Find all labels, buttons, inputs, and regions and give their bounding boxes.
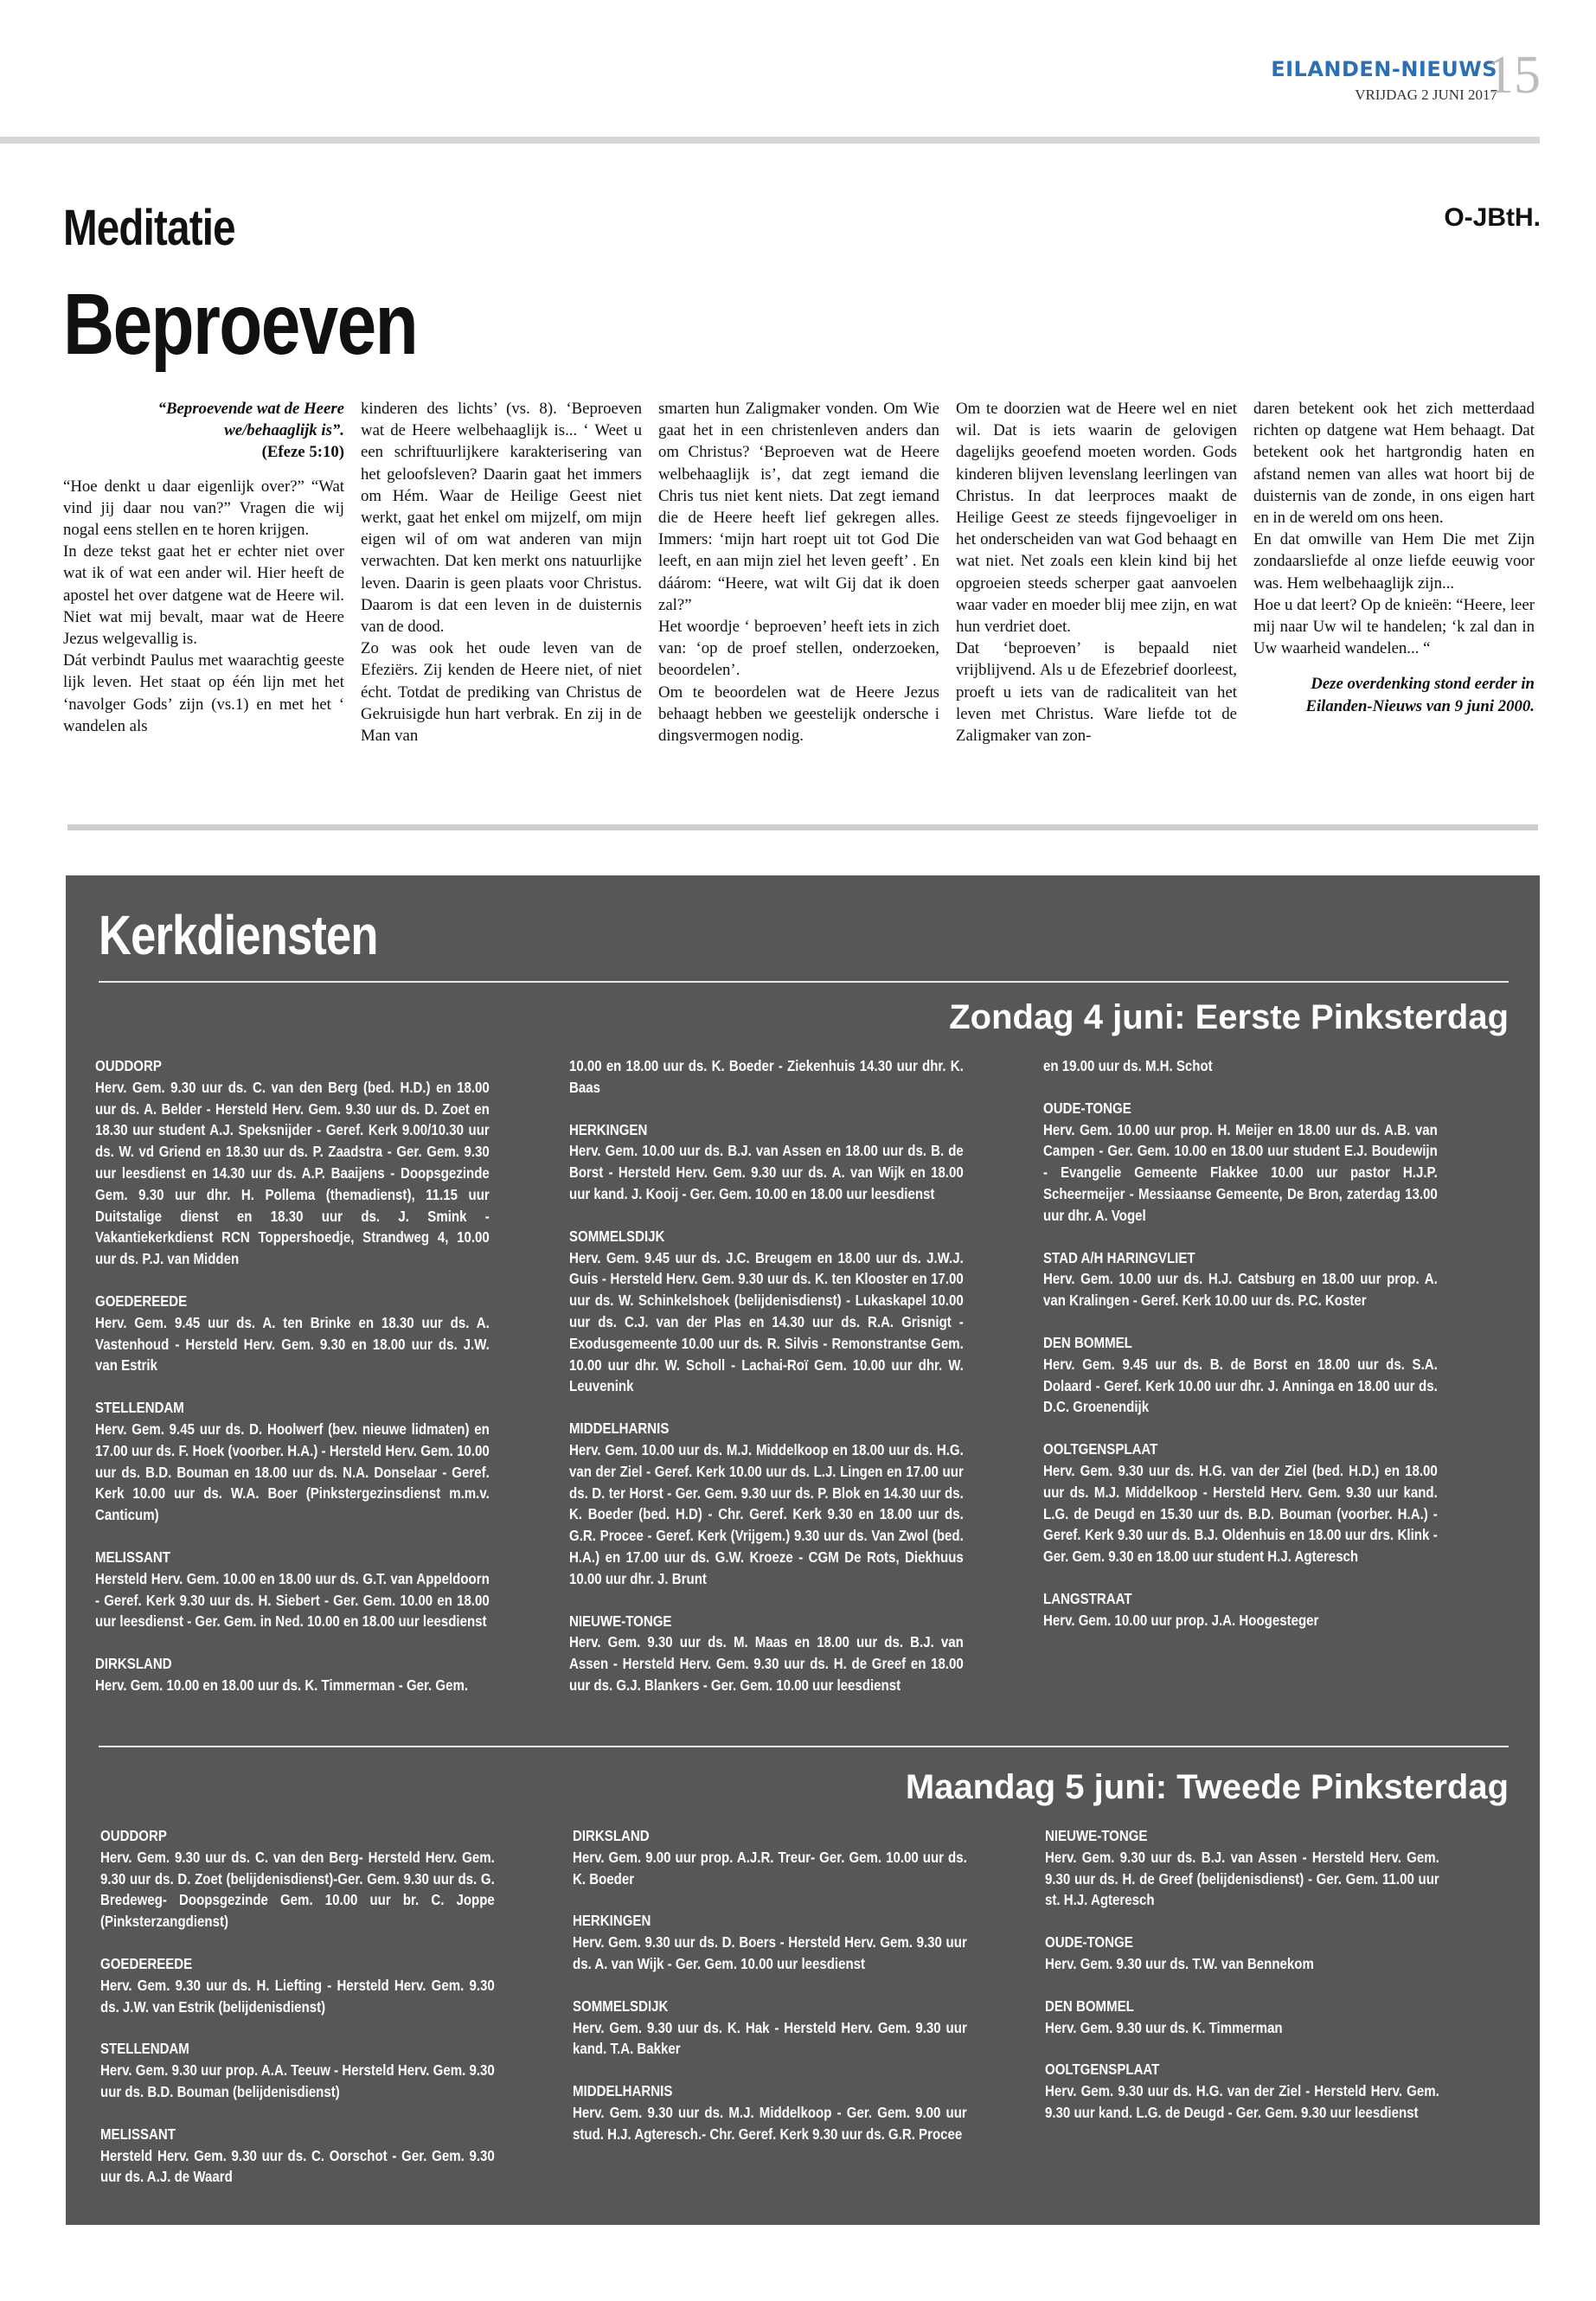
place-name: LANGSTRAAT: [1043, 1589, 1132, 1607]
service-text: en 19.00 uur ds. M.H. Schot: [1043, 1057, 1213, 1074]
monday-heading: Maandag 5 juni: Tweede Pinksterdag: [905, 1768, 1509, 1806]
issue-date: VRIJDAG 2 JUNI 2017: [1355, 87, 1497, 103]
service-text: Herv. Gem. 9.30 uur ds. C. van den Berg- Hersteld Herv. Gem. 9.30 uur ds. D. Zoet (belijdenisdienst)-Ger. Gem. 9.30 uur ds. G. Bredeweg- Doopsgezinde Gem. 10.00 uur br. C. Joppe (Pinksterzangdienst): [100, 1848, 495, 1931]
paragraph: kinderen des lichts’ (vs. 8). ‘Beproeven wat de Heere welbehaaglijk is... ‘ Weet u een schriftuurlijkere karakterisering van het geloofsleven? Daarin gaat het immers om Hém. Waar de Heilige Geest niet werkt, gaat het enkel om mijzelf, om mijn eigen wil of om wat anderen van mijn verwachten. Dat ken merkt ons natuurlijke leven. Daarin is geen plaats voor Christus. Daarom is dat een leven in de duisternis van de dood.: [361, 400, 642, 637]
place-name: OUDDORP: [95, 1057, 162, 1074]
place-name: GOEDEREEDE: [95, 1292, 188, 1310]
place-name: MELISSANT: [100, 2125, 176, 2143]
service-text: 10.00 en 18.00 uur ds. K. Boeder - Ziekenhuis 14.30 uur dhr. K. Baas: [569, 1057, 964, 1096]
place-name: OUDDORP: [100, 1827, 167, 1844]
service-text: Herv. Gem. 9.30 uur ds. B.J. van Assen - Hersteld Herv. Gem. 9.30 uur ds. H. de Greef (belijdenisdienst) - Ger. Gem. 11.00 uur st. H.J. Agteresch: [1045, 1848, 1439, 1909]
place-name: HERKINGEN: [569, 1120, 648, 1138]
sunday-heading: Zondag 4 juni: Eerste Pinksterdag: [949, 998, 1509, 1036]
service-text: Herv. Gem. 9.30 uur ds. M. Maas en 18.00 uur ds. B.J. van Assen - Hersteld Herv. Gem. 9.30 uur ds. H. de Greef en 18.00 uur ds. G.J. Blankers - Ger. Gem. 10.00 uur leesdienst: [569, 1633, 964, 1694]
place-name: MIDDELHARNIS: [569, 1420, 670, 1438]
place-name: GOEDEREEDE: [100, 1954, 193, 1972]
place-name: OUDE-TONGE: [1043, 1099, 1131, 1117]
paragraph: Hoe u dat leert? Op de knieën: “Heere, leer mij naar Uw wil te handelen; ‘k zal dan in Uw waarheid wandelen... “: [1253, 595, 1535, 658]
service-text: Herv. Gem. 9.30 uur ds. H.G. van der Ziel (bed. H.D.) en 18.00 uur ds. M.J. Middelkoop - Hersteld Herv. Gem. 9.30 uur kand. L.G. de Deugd en 15.30 uur ds. B.D. Bouman (voorber. H.A.) - Geref. Kerk 9.30 uur ds. B.J. Oldenhuis en 18.00 uur drs. Klink - Ger. Gem. 9.30 en 18.00 uur student H.J. Agteresch: [1043, 1461, 1438, 1566]
service-text: Herv. Gem. 10.00 uur ds. B.J. van Assen en 18.00 uur ds. B. de Borst - Hersteld Herv. Gem. 9.30 uur ds. A. van Wijk en 18.00 uur kand. J. Kooij - Ger. Gem. 10.00 en 18.00 uur leesdienst: [569, 1142, 964, 1202]
place-name: OOLTGENSPLAAT: [1045, 2061, 1160, 2079]
service-text: Hersteld Herv. Gem. 9.30 uur ds. C. Oorschot - Ger. Gem. 9.30 uur ds. A.J. de Waard: [100, 2146, 495, 2186]
service-text: Herv. Gem. 10.00 en 18.00 uur ds. K. Timmerman - Ger. Gem.: [95, 1676, 469, 1694]
place-name: NIEUWE-TONGE: [1045, 1827, 1148, 1844]
article-column-2: [361, 398, 642, 747]
brand-logo: EILANDEN-NIEUWS: [1271, 57, 1497, 81]
paragraph: smarten hun Zaligmaker vonden. Om Wie gaat het in een christenleven anders dan om Christus? ‘Beproeven wat de Heere welbehaaglijk is’, dat zegt iemand die Chris tus niet kent niets. Dat zegt iemand die de Heere heeft lief gekregen alles. Immers: ‘mijn hart roept uit tot God Die leeft, en aan mijn ziel het leven geeft’ . En dáárom: “Heere, wat wilt Gij dat ik doen zal?”: [658, 400, 939, 614]
service-text: Hersteld Herv. Gem. 10.00 en 18.00 uur ds. G.T. van Appeldoorn - Geref. Kerk 9.30 uur ds. H. Siebert - Ger. Gem. 10.00 en 18.00 uur leesdienst - Ger. Gem. in Ned. 10.00 en 18.00 uur leesdienst: [95, 1569, 490, 1631]
article-column-5: [1253, 398, 1535, 717]
place-name: DIRKSLAND: [573, 1827, 650, 1844]
sunday-column-1: [95, 1055, 490, 1696]
service-text: Herv. Gem. 9.45 uur ds. A. ten Brinke en 18.30 uur ds. A. Vastenhoud - Hersteld Herv. Gem. 9.30 en 18.00 uur ds. J.W. van Estrik: [95, 1313, 490, 1375]
kerkdiensten-box: [66, 875, 1540, 2225]
place-name: DIRKSLAND: [95, 1655, 172, 1673]
place-name: OOLTGENSPLAAT: [1043, 1440, 1158, 1458]
source-note: Deze overdenking stond eerder in Eilanden-Nieuws van 9 juni 2000.: [1305, 675, 1535, 715]
section-kicker: Meditatie: [63, 200, 235, 256]
service-text: Herv. Gem. 9.30 uur ds. K. Timmerman: [1045, 2018, 1283, 2036]
paragraph: Dat ‘beproeven’ is bepaald niet vrijblijvend. Als u de Efezebrief doorleest, proeft u iets van de radicaliteit van het leven met Christus. Ware liefde tot de Zaligmaker van zon-: [956, 639, 1237, 746]
service-text: Herv. Gem. 10.00 uur ds. H.J. Catsburg en 18.00 uur prop. A. van Kralingen - Geref. Kerk 10.00 uur ds. P.C. Koster: [1043, 1270, 1438, 1310]
service-text: Herv. Gem. 9.45 uur ds. D. Hoolwerf (bev. nieuwe lidmaten) en 17.00 uur ds. F. Hoek (voorber. H.A.) - Hersteld Herv. Gem. 10.00 uur ds. B.D. Bouman en 18.00 uur ds. N.A. Donselaar - Geref. Kerk 10.00 uur ds. W.A. Boer (Pinkstergezinsdienst m.m.v. Canticum): [95, 1420, 490, 1524]
service-text: Herv. Gem. 9.30 uur ds. H.G. van der Ziel - Hersteld Herv. Gem. 9.30 uur kand. L.G. de Deugd - Ger. Gem. 9.30 uur leesdienst: [1045, 2082, 1439, 2121]
top-divider: [0, 137, 1540, 144]
service-text: Herv. Gem. 9.30 uur ds. T.W. van Bennekom: [1045, 1954, 1314, 1972]
place-name: NIEUWE-TONGE: [569, 1612, 672, 1630]
paragraph: “Hoe denkt u daar eigenlijk over?” “Wat vind jij daar nou van?” Vragen die wij nogal eens stellen en te horen krijgen.: [63, 477, 344, 540]
article-column-1: [63, 398, 344, 737]
masthead: [0, 0, 1596, 147]
place-name: MIDDELHARNIS: [573, 2082, 673, 2100]
paragraph: Het woordje ‘ beproeven’ heeft iets in zich van: ‘op de proef stellen, onderzoeken, beoordelen’.: [658, 618, 939, 680]
paragraph: Om te doorzien wat de Heere wel en niet wil. Dat is iets waarin de gelovigen dagelijks geoefend moeten worden. Gods kinderen blijven levenslang leerlingen van Christus. In dat leerproces maakt de Heilige Geest ze steeds fijngevoeliger in het onderscheiden van wat God behaagt en wat niet. Net zoals een klein kind bij het opgroeien steeds scherper gaat aanvoelen waar vader en moeder blij mee zijn, en wat hun verdriet doet.: [956, 400, 1237, 637]
title-rule: [99, 981, 1509, 983]
place-name: DEN BOMMEL: [1045, 1997, 1134, 2015]
bible-reference: (Efeze 5:10): [261, 443, 344, 462]
place-name: SOMMELSDIJK: [569, 1227, 665, 1245]
place-name: MELISSANT: [95, 1548, 170, 1566]
sunday-column-3: [1043, 1055, 1438, 1631]
monday-column-3: [1045, 1825, 1439, 2124]
sunday-column-2: [569, 1055, 964, 1696]
paragraph: daren betekent ook het zich metterdaad richten op datgene wat Hem behaagt. Dat betekent ook het hartgrondig haten en afstand nemen van alles wat hoort bij de duisternis van de zonde, in ons eigen hart en in de wereld om ons heen.: [1253, 400, 1535, 528]
place-name: SOMMELSDIJK: [573, 1997, 669, 2015]
service-text: Herv. Gem. 9.30 uur ds. D. Boers - Hersteld Herv. Gem. 9.30 uur ds. A. van Wijk - Ger. Gem. 10.00 uur leesdienst: [573, 1933, 967, 1972]
service-text: Herv. Gem. 10.00 uur prop. J.A. Hoogesteger: [1043, 1611, 1319, 1629]
page-number: 15: [1487, 46, 1541, 105]
service-text: Herv. Gem. 10.00 uur prop. H. Meijer en 18.00 uur ds. A.B. van Campen - Ger. Gem. 10.00 en 18.00 uur student E.J. Boudewijn - Evangelie Gemeente Flakkee 10.00 uur pastor H.J.P. Scheermeijer - Messiaanse Gemeente, De Bron, zaterdag 13.00 uur dhr. A. Vogel: [1043, 1120, 1438, 1224]
author-initials: O-JBtH.: [1444, 203, 1541, 232]
article-body: [63, 398, 1538, 792]
service-text: Herv. Gem. 9.30 uur ds. H. Liefting - Hersteld Herv. Gem. 9.30 ds. J.W. van Estrik (belijdenisdienst): [100, 1976, 495, 2016]
paragraph: Zo was ook het oude leven van de Efeziërs. Zij kenden de Heere niet, of niet écht. Totdat de prediking van Christus de Gekruisigde hun hart verbrak. En zij in de Man van: [361, 639, 642, 746]
place-name: OUDE-TONGE: [1045, 1933, 1133, 1952]
service-text: Herv. Gem. 9.45 uur ds. B. de Borst en 18.00 uur ds. S.A. Dolaard - Geref. Kerk 10.00 uur dhr. J. Anninga en 18.00 uur ds. D.C. Groenendijk: [1043, 1355, 1438, 1416]
service-text: Herv. Gem. 9.30 uur ds. K. Hak - Hersteld Herv. Gem. 9.30 uur kand. T.A. Bakker: [573, 2018, 967, 2058]
paragraph: In deze tekst gaat het er echter niet over wat ik of wat een ander wil. Hier heeft de apostel het over datgene wat de Heere wil. Niet wat mij bevalt, maar wat de Heere Jezus welgevallig is.: [63, 542, 344, 649]
place-name: HERKINGEN: [573, 1912, 651, 1930]
place-name: STELLENDAM: [95, 1399, 184, 1417]
section-divider: [67, 824, 1538, 830]
service-text: Herv. Gem. 10.00 uur ds. M.J. Middelkoop en 18.00 uur ds. H.G. van der Ziel - Geref. Kerk 10.00 uur ds. L.J. Lingen en 17.00 uur ds. D. ter Horst - Ger. Gem. 9.30 uur ds. P. Blok en 14.30 uur ds. K. Boeder (bed. H.D) - Chr. Geref. Kerk 9.30 en 18.00 uur ds. G.R. Procee - Geref. Kerk (Vrijgem.) 9.30 uur ds. Van Zwol (bed. H.A.) en 17.00 uur ds. G.W. Kroeze - CGM De Rots, Diekhuus 10.00 uur dhr. J. Brunt: [569, 1440, 964, 1587]
service-text: Herv. Gem. 9.00 uur prop. A.J.R. Treur- Ger. Gem. 10.00 uur ds. K. Boeder: [573, 1848, 967, 1888]
article-column-3: [658, 398, 939, 747]
article-column-4: [956, 398, 1237, 747]
place-name: STELLENDAM: [100, 2040, 189, 2058]
place-name: DEN BOMMEL: [1043, 1333, 1132, 1351]
service-text: Herv. Gem. 9.30 uur prop. A.A. Teeuw - Hersteld Herv. Gem. 9.30 uur ds. B.D. Bouman (belijdenisdienst): [100, 2061, 495, 2100]
paragraph: Om te beoordelen wat de Heere Jezus behaagt hebben we geestelijk ondersche i dingsvermogen nodig.: [658, 683, 939, 746]
service-text: Herv. Gem. 9.30 uur ds. M.J. Middelkoop - Ger. Gem. 9.00 uur stud. H.J. Agteresch.- Chr. Geref. Kerk 9.30 uur ds. G.R. Procee: [573, 2103, 967, 2143]
paragraph: En dat omwille van Hem Die met Zijn zondaarsliefde al onze liefde eeuwig voor was. Hem welbehaaglijk zijn...: [1253, 530, 1535, 593]
article-headline: Beproeven: [63, 276, 418, 373]
bible-quote: “Beproevende wat de Heere we/behaaglijk is”.: [157, 400, 344, 440]
day-rule: [99, 1746, 1509, 1747]
paragraph: Dát verbindt Paulus met waarachtig geeste lijk leven. Het staat op één lijn met het ‘navolger Gods’ zijn (vs.1) en met het ‘ wandelen als: [63, 651, 344, 735]
service-text: Herv. Gem. 9.30 uur ds. C. van den Berg (bed. H.D.) en 18.00 uur ds. A. Belder - Hersteld Herv. Gem. 9.30 uur ds. D. Zoet en 18.30 uur student A.J. Speksnijder - Geref. Kerk 9.00/10.30 uur ds. W. vd Griend en 18.30 uur ds. P. Zaadstra - Ger. Gem. 9.30 uur leesdienst en 14.30 uur ds. A.P. Baaijens - Doopsgezinde Gem. 9.30 uur dhr. H. Pollema (themadienst), 11.15 uur Duitstalige dienst en 18.30 uur ds. J. Smink - Vakantiekerkdienst RCN Toppershoedje, Strandweg 4, 10.00 uur ds. P.J. van Midden: [95, 1078, 490, 1268]
monday-column-2: [573, 1825, 967, 2145]
kerkdiensten-title: Kerkdiensten: [99, 904, 378, 966]
monday-column-1: [100, 1825, 495, 2188]
service-text: Herv. Gem. 9.45 uur ds. J.C. Breugem en 18.00 uur ds. J.W.J. Guis - Hersteld Herv. Gem. 9.30 uur ds. K. ten Klooster en 17.00 uur ds. W. Schinkelshoek (belijdenisdienst) - Lukaskapel 10.00 uur ds. C.J. van der Plas en 14.30 uur ds. R.A. Grisnigt - Exodusgemeente 10.00 uur ds. R. Silvis - Remonstrantse Gem. 10.00 uur dhr. W. Scholl - Lachai-Roï Gem. 10.00 uur dhr. W. Leuvenink: [569, 1248, 964, 1395]
place-name: STAD A/H HARINGVLIET: [1043, 1248, 1195, 1266]
